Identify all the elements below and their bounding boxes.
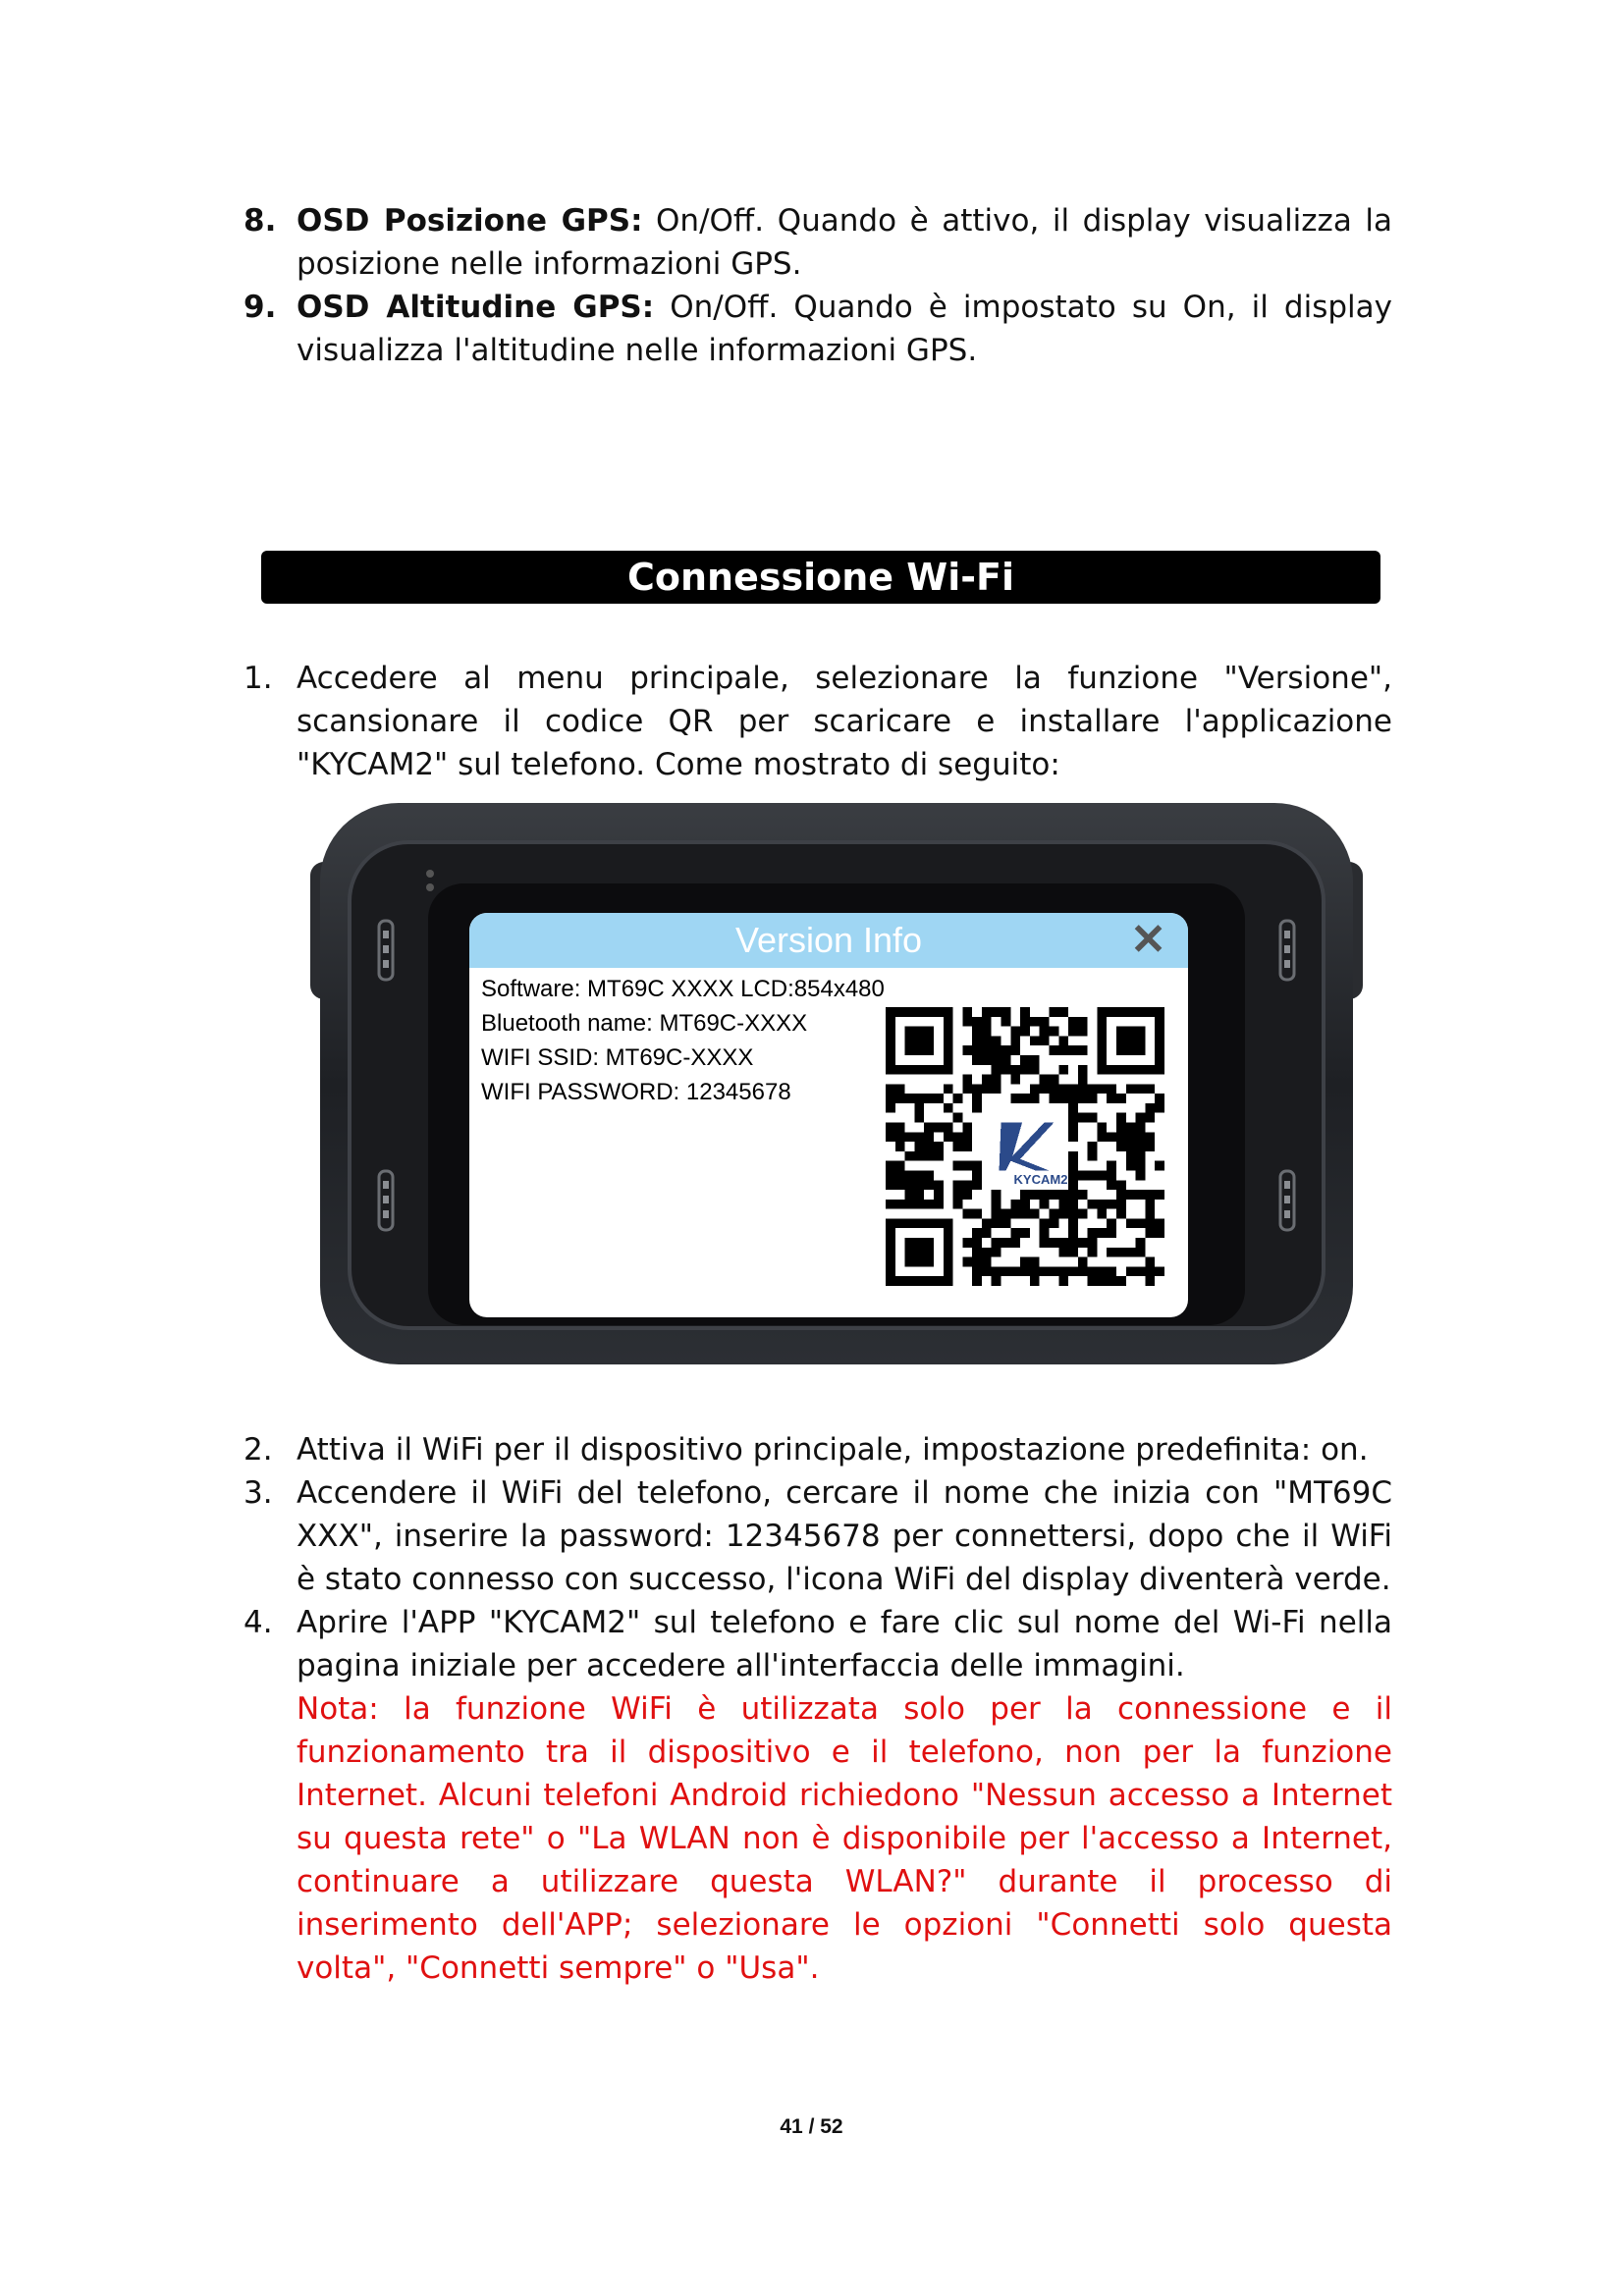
step-1 bbox=[243, 657, 1392, 786]
screen-header bbox=[469, 913, 1188, 968]
step-text: Attiva il WiFi per il dispositivo principale, impostazione predefinita: on. bbox=[297, 1432, 1369, 1468]
item-number: 9. bbox=[243, 290, 277, 325]
step-text: Aprire l'APP "KYCAM2" sul telefono e fare clic sul nome del Wi-Fi nella pagina iniziale per accedere all'interfaccia delle immagini. bbox=[297, 1605, 1392, 1683]
list-item-8 bbox=[243, 199, 1392, 286]
close-icon: ✕ bbox=[1130, 916, 1166, 964]
qr-logo-text: KYCAM2 bbox=[1013, 1172, 1068, 1187]
step-text: Accendere il WiFi del telefono, cercare il nome che inizia con "MT69C XXX", inserire la password: 12345678 per connettersi, dopo che il WiFi è stato connesso con successo, l'icona WiFi del display diventerà verde. bbox=[297, 1475, 1392, 1597]
screen-title: Version Info bbox=[734, 920, 923, 960]
section-title: Connessione Wi-Fi bbox=[261, 551, 1380, 604]
step-number: 1. bbox=[243, 661, 273, 696]
step-2 bbox=[243, 1428, 1392, 1471]
version-info-lines bbox=[481, 972, 885, 1109]
step-4 bbox=[243, 1601, 1392, 1687]
item-label: OSD Altitudine GPS: bbox=[297, 290, 655, 325]
item-number: 8. bbox=[243, 203, 277, 239]
version-info-screen bbox=[469, 913, 1188, 1317]
step-number: 2. bbox=[243, 1432, 273, 1468]
step-text: Accedere al menu principale, selezionare la funzione "Versione", scansionare il codice QR per scaricare e installare l'applicazione "KYCAM2" sul telefono. Come mostrato di seguito: bbox=[297, 661, 1392, 782]
software-line: Software: MT69C XXXX LCD:854x480 bbox=[481, 976, 885, 1002]
wifi-password-line: WIFI PASSWORD: 12345678 bbox=[481, 1079, 791, 1105]
step-3 bbox=[243, 1471, 1392, 1601]
page-number: 41 / 52 bbox=[780, 2115, 843, 2138]
step-number: 4. bbox=[243, 1605, 273, 1640]
bluetooth-line: Bluetooth name: MT69C-XXXX bbox=[481, 1010, 808, 1037]
step-number: 3. bbox=[243, 1475, 273, 1511]
wifi-ssid-line: WIFI SSID: MT69C-XXXX bbox=[481, 1044, 754, 1071]
item-label: OSD Posizione GPS: bbox=[297, 203, 643, 239]
note-text: Nota: la funzione WiFi è utilizzata solo per la connessione e il funzionamento tra il dispositivo e il telefono, non per la funzione Internet. Alcuni telefoni Android richiedono "Nessun accesso a Internet su questa rete" o "La WLAN non è disponibile per l'accesso a Internet, continuare a utilizzare questa WLAN?" durante il processo di inserimento dell'APP; selezionare le opzioni "Connetti solo questa volta", "Connetti sempre" o "Usa". bbox=[297, 1691, 1392, 1986]
qr-code-image bbox=[886, 1007, 1164, 1286]
item-text: On/Off. Quando è attivo, il display visualizza la posizione nelle informazioni GPS. bbox=[297, 203, 1393, 282]
list-item-9 bbox=[243, 286, 1392, 372]
note-block bbox=[243, 1687, 1392, 1990]
item-text: On/Off. Quando è impostato su On, il display visualizza l'altitudine nelle informazioni GPS. bbox=[297, 290, 1392, 368]
